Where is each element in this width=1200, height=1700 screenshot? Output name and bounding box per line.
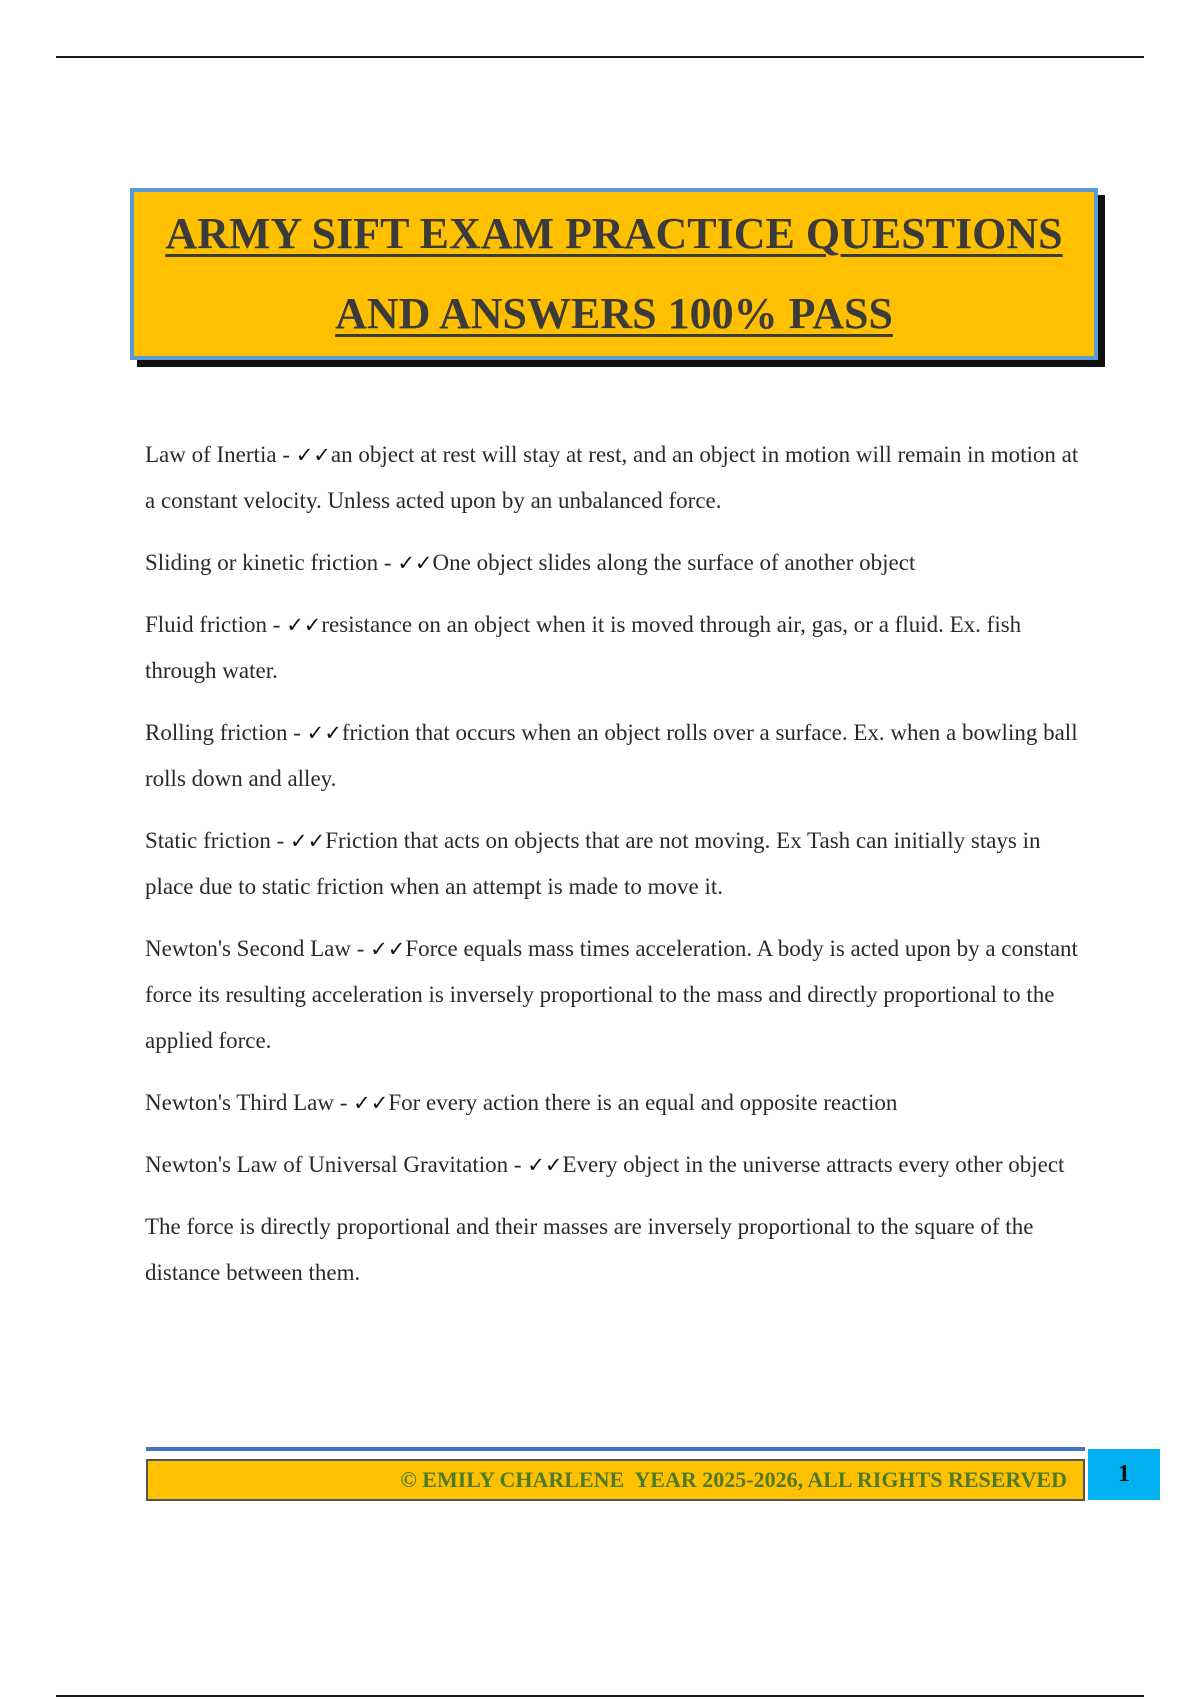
qa-answer: Every object in the universe attracts every other object — [562, 1152, 1065, 1177]
document-title-line-2: AND ANSWERS 100% PASS — [335, 289, 893, 338]
double-check-icon: ✓✓ — [370, 937, 406, 961]
double-check-icon: ✓✓ — [397, 551, 433, 575]
qa-answer: Force equals mass times acceleration. A body is acted upon by a constant force its resulting acceleration is inversely proportional to the mass and directly proportional to the applied force. — [145, 936, 1078, 1053]
qa-answer: friction that occurs when an object rolls over a surface. Ex. when a bowling ball rolls down and alley. — [145, 720, 1078, 791]
double-check-icon: ✓✓ — [353, 1091, 389, 1115]
double-check-icon: ✓✓ — [295, 443, 331, 467]
qa-entry — [145, 1080, 1085, 1126]
double-check-icon: ✓✓ — [286, 613, 322, 637]
qa-answer: an object at rest will stay at rest, and an object in motion will remain in motion at a constant velocity. Unless acted upon by an unbalanced force. — [145, 442, 1079, 513]
qa-entry — [145, 710, 1085, 802]
qa-entry — [145, 1142, 1085, 1188]
qa-answer: For every action there is an equal and opposite reaction — [388, 1090, 898, 1115]
qa-term: Sliding or kinetic friction - — [145, 550, 398, 575]
qa-entry — [145, 818, 1085, 910]
qa-term: Static friction - — [145, 828, 290, 853]
document-title-line-1: ARMY SIFT EXAM PRACTICE QUESTIONS — [165, 209, 1063, 258]
footer-rule — [146, 1447, 1085, 1451]
qa-answer: One object slides along the surface of another object — [432, 550, 916, 575]
copyright-text: © EMILY CHARLENE YEAR 2025-2026, ALL RIGHTS RESERVED — [400, 1467, 1067, 1492]
footer-banner — [146, 1459, 1085, 1501]
qa-term: Newton's Law of Universal Gravitation - — [145, 1152, 528, 1177]
qa-term: Fluid friction - — [145, 612, 287, 637]
qa-term: Newton's Second Law - — [145, 936, 371, 961]
double-check-icon: ✓✓ — [527, 1153, 563, 1177]
title-banner — [130, 188, 1098, 360]
double-check-icon: ✓✓ — [290, 829, 326, 853]
double-check-icon: ✓✓ — [306, 721, 342, 745]
page-number-box — [1088, 1449, 1160, 1500]
qa-content — [145, 432, 1085, 1312]
qa-entry — [145, 926, 1085, 1064]
bottom-page-rule — [56, 1695, 1144, 1697]
qa-entry — [145, 432, 1085, 524]
top-page-rule — [56, 56, 1144, 58]
qa-term: Newton's Third Law - — [145, 1090, 354, 1115]
qa-entry — [145, 602, 1085, 694]
qa-entry — [145, 540, 1085, 586]
page-number: 1 — [1118, 1461, 1130, 1487]
qa-term: Law of Inertia - — [145, 442, 296, 467]
qa-term: Rolling friction - — [145, 720, 307, 745]
qa-answer: resistance on an object when it is moved through air, gas, or a fluid. Ex. fish through water. — [145, 612, 1022, 683]
qa-continuation-paragraph: The force is directly proportional and their masses are inversely proportional to the square of the distance between them. — [145, 1214, 1034, 1285]
qa-answer: Friction that acts on objects that are not moving. Ex Tash can initially stays in place due to static friction when an attempt is made to move it. — [145, 828, 1041, 899]
